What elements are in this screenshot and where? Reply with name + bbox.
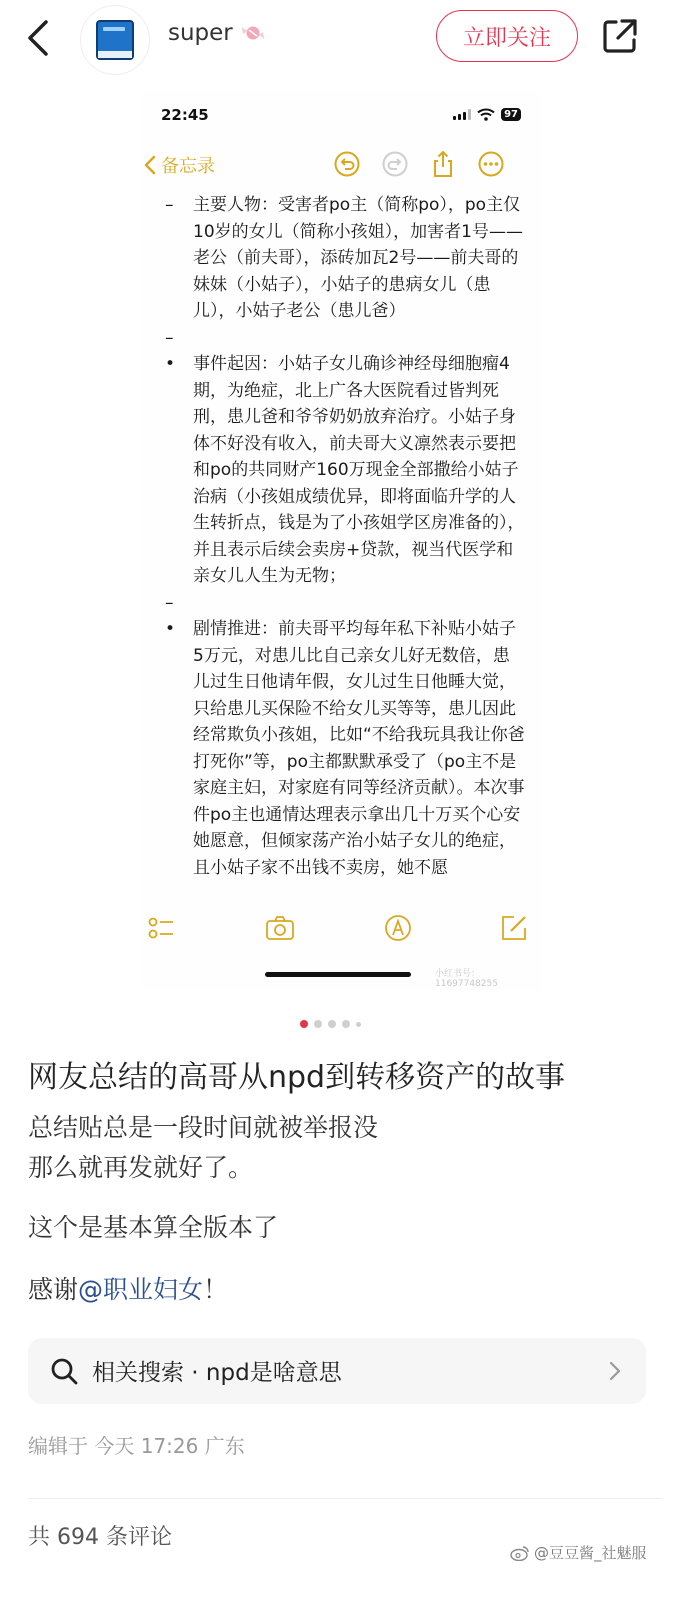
home-indicator (265, 972, 411, 977)
divider (28, 1498, 662, 1499)
search-icon (50, 1357, 78, 1385)
note-item-text (193, 590, 525, 617)
note-item (165, 616, 525, 881)
avatar[interactable] (80, 5, 150, 75)
weibo-handle: @豆豆酱_社魅服 (534, 1544, 647, 1562)
author-name: super (168, 20, 233, 46)
cellular-signal-icon (453, 109, 471, 120)
notes-bottom-toolbar (143, 910, 541, 950)
thanks-prefix: 感谢 (28, 1275, 79, 1304)
note-item-marker: • (165, 619, 176, 639)
carousel-dot (300, 1020, 308, 1028)
follow-button[interactable]: 立即关注 (436, 10, 578, 62)
note-item (165, 590, 525, 617)
compose-icon[interactable] (499, 913, 529, 943)
top-bar (0, 0, 690, 90)
status-time: 22:45 (161, 106, 209, 124)
note-item-text: 剧情推进：前夫哥平均每年私下补贴小姑子5万元，对患儿比自己亲女儿好无数倍，患儿过生日他请年假，女儿过生日他睡大觉，只给患儿买保险不给女儿买等等，患儿因此经常欺负小孩姐，比如“不给我玩具我让你爸打死你”等，po主都默默承受了（po主不是家庭主妇，对家庭有同等经济贡献）。本次事件po主也通情达理表示拿出几十万买个心安她愿意，但倾家荡产治小姑子女儿的绝症，且小姑子家不出钱不卖房，她不愿 (193, 619, 525, 878)
note-item (165, 325, 525, 352)
user-mention-link[interactable]: @职业妇女 (78, 1275, 204, 1304)
note-item (165, 192, 525, 325)
post-image[interactable] (143, 92, 541, 990)
edit-meta: 编辑于 今天 17:26 广东 (28, 1434, 245, 1458)
post-title: 网友总结的高哥从npd到转移资产的故事 (28, 1060, 566, 1095)
note-item-text (193, 325, 525, 352)
share-upload-icon[interactable] (429, 150, 457, 178)
post-paragraph-3 (28, 1270, 668, 1310)
chevron-left-icon (143, 155, 157, 175)
note-item-marker: • (165, 354, 176, 374)
checklist-icon[interactable] (147, 914, 175, 942)
status-indicators (453, 108, 521, 121)
undo-icon[interactable] (333, 150, 361, 178)
thanks-suffix: ！ (203, 1275, 229, 1304)
note-item-marker: – (165, 592, 174, 613)
note-item-marker: – (165, 327, 174, 348)
notes-back-label: 备忘录 (161, 156, 215, 177)
candy-icon (241, 21, 265, 45)
redo-icon[interactable] (381, 150, 409, 178)
carousel-dot (356, 1022, 361, 1027)
carousel-dot (328, 1020, 336, 1028)
related-search-label: 相关搜索 · npd是啥意思 (92, 1360, 342, 1386)
carousel-dot (314, 1020, 322, 1028)
post-paragraph-2: 这个是基本算全版本了 (28, 1213, 279, 1242)
markup-pen-icon[interactable] (383, 913, 413, 943)
book-avatar-icon (96, 20, 134, 60)
wifi-icon (477, 108, 495, 121)
comment-count[interactable]: 共 694 条评论 (28, 1525, 172, 1550)
back-chevron-icon[interactable] (22, 18, 58, 58)
note-item-text: 主要人物：受害者po主（简称po），po主仅10岁的女儿（简称小孩姐），加害者1号——老公（前夫哥），添砖加瓦2号——前夫哥的妹妹（小姑子），小姑子的患病女儿（患儿），小姑子老公（患儿爸） (193, 195, 523, 321)
weibo-logo-icon (510, 1545, 530, 1561)
post-line: 那么就再发就好了。 (28, 1153, 254, 1182)
note-body (165, 192, 525, 881)
camera-icon[interactable] (265, 914, 295, 942)
carousel-indicator (300, 1020, 361, 1028)
weibo-watermark (510, 1542, 647, 1563)
author-name-row[interactable] (168, 20, 265, 46)
note-item-text: 事件起因：小姑子女儿确诊神经母细胞瘤4期，为绝症，北上广各大医院看过皆判死刑，患儿爸和爷爷奶奶放弃治疗。小姑子身体不好没有收入，前夫哥大义凛然表示要把和po的共同财产160万现金全部撒给小姑子治病（小孩姐成绩优异，即将面临升学的人生转折点，钱是为了小孩姐学区房准备的），并且表示后续会卖房+贷款，视当代医学和亲女儿人生为无物； (193, 354, 525, 586)
image-watermark: 小红书号：11697748255 (435, 969, 498, 989)
more-icon[interactable] (477, 150, 505, 178)
related-search-card[interactable] (28, 1338, 646, 1404)
post-line: 总结贴总是一段时间就被举报没 (28, 1113, 379, 1142)
share-icon[interactable] (600, 16, 640, 56)
note-item (165, 351, 525, 590)
notes-back-button[interactable] (143, 152, 215, 178)
post-paragraph-1 (28, 1108, 668, 1188)
chevron-right-icon (608, 1360, 622, 1382)
notes-toolbar (333, 150, 505, 178)
note-item-marker: – (165, 195, 174, 215)
carousel-dot (342, 1020, 350, 1028)
battery-icon: 97 (501, 108, 521, 121)
